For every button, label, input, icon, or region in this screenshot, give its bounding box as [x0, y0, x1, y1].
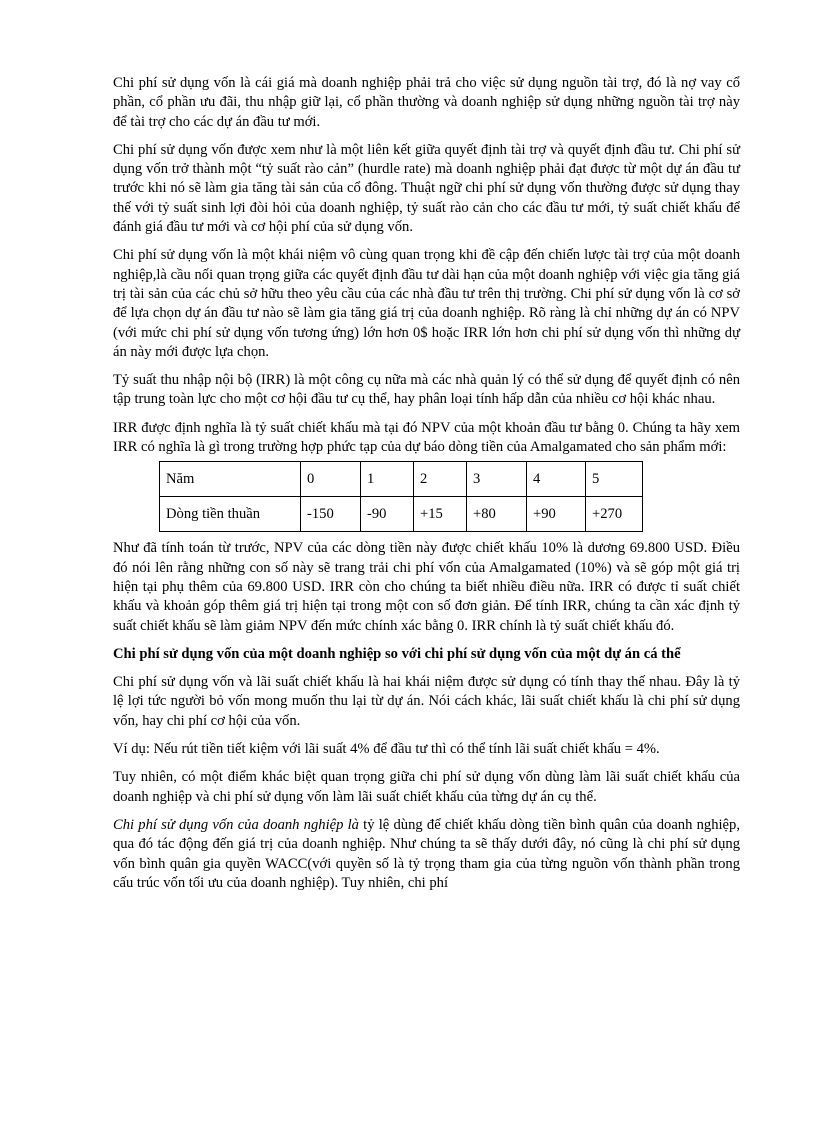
paragraph-10: [113, 816, 740, 893]
cashflow-cell: +90: [527, 497, 586, 532]
year-cell: 1: [361, 462, 414, 497]
table-row: [160, 462, 643, 497]
cashflow-cell: +80: [467, 497, 527, 532]
paragraph-8: Ví dụ: Nếu rút tiền tiết kiệm với lãi suất 4% để đầu tư thì có thể tính lãi suất chiết khấu = 4%.: [113, 741, 660, 758]
paragraph-10-italic-lead: Chi phí sử dụng vốn của doanh nghiệp là: [113, 816, 359, 833]
document-page: [113, 74, 740, 902]
paragraph-4: Tỷ suất thu nhập nội bộ (IRR) là một công cụ nữa mà các nhà quản lý có thể sử dụng để quyết định có nên tập trung toàn lực cho một cơ hội đầu tư cụ thể, hay phân loại tính hấp dẫn của nhiều cơ hội khác nhau.: [113, 372, 740, 408]
year-label-cell: Năm: [160, 462, 301, 497]
cashflow-cell: -90: [361, 497, 414, 532]
cashflow-cell: +270: [586, 497, 643, 532]
paragraph-1: Chi phí sử dụng vốn là cái giá mà doanh nghiệp phải trả cho việc sử dụng nguồn tài trợ, đó là nợ vay cổ phần, cổ phần ưu đãi, thu nhập giữ lại, cổ phần thường và doanh nghiệp sử dụng những nguồn tài trợ này để tài trợ cho các dự án đầu tư mới.: [113, 75, 740, 130]
year-cell: 3: [467, 462, 527, 497]
paragraph-3: Chi phí sử dụng vốn là một khái niệm vô cùng quan trọng khi đề cập đến chiến lược tài trợ của một doanh nghiệp,là cầu nối quan trọng giữa các quyết định đầu tư dài hạn của một doanh nghiệp với việc gia tăng giá trị tài sản của các chủ sở hữu theo yêu cầu của các nhà đầu tư trên thị trường. Chi phí sử dụng vốn là cơ sở để lựa chọn dự án đầu tư nào sẽ làm gia tăng giá trị của doanh nghiệp. Rõ ràng là chỉ những dự án có NPV (với mức chi phí sử dụng vốn tương ứng) lớn hơn 0$ hoặc IRR lớn hơn chi phí sử dụng vốn thì những dự án này mới được lựa chọn.: [113, 247, 740, 360]
cashflow-label-cell: Dòng tiền thuần: [160, 497, 301, 532]
paragraph-10-rest: tỷ lệ dùng để chiết khấu dòng tiền bình quân của doanh nghiệp, qua đó tác động đến giá trị của doanh nghiệp. Như chúng ta sẽ thấy dưới đây, nó cũng là chi phí sử dụng vốn bình quân gia quyền WACC(với quyền số là tỷ trọng tham gia của từng nguồn vốn thành phần trong cấu trúc vốn tối ưu của doanh nghiệp). Tuy nhiên, chi phí: [113, 816, 740, 891]
cashflow-table: [159, 461, 643, 532]
year-cell: 4: [527, 462, 586, 497]
paragraph-6: Như đã tính toán từ trước, NPV của các dòng tiền này được chiết khấu 10% là dương 69.800 USD. Điều đó nói lên rằng những con số này sẽ trang trải chi phí vốn của Amalgamated (10%) và sẽ góp một giá trị hiện tại phụ thêm của 69.800 USD. IRR còn cho chúng ta biết nhiều điều nữa. IRR có được tỉ suất chiết khấu và khoản góp thêm giá trị hiện tại trong một con số đơn giản. Để tính IRR, chúng ta cần xác định tỷ suất chiết khấu sẽ làm giảm NPV đến mức chính xác bằng 0. IRR chính là tỷ suất chiết khấu đó.: [113, 540, 740, 634]
year-cell: 0: [301, 462, 361, 497]
paragraph-5: IRR được định nghĩa là tỷ suất chiết khấu mà tại đó NPV của một khoản đầu tư bằng 0. Chúng ta hãy xem IRR có nghĩa là gì trong trường hợp phức tạp của dự báo dòng tiền của Amalgamated cho sản phẩm mới:: [113, 419, 740, 456]
year-cell: 5: [586, 462, 643, 497]
cashflow-cell: +15: [414, 497, 467, 532]
paragraph-2: Chi phí sử dụng vốn được xem như là một liên kết giữa quyết định tài trợ và quyết định đầu tư. Chi phí sử dụng vốn trở thành một “tỷ suất rào cản” (hurdle rate) mà doanh nghiệp phải đạt được từ một dự án đầu tư trước khi nó sẽ làm gia tăng tài sản của cổ đông. Thuật ngữ chi phí sử dụng vốn thường được sử dụng thay thế với tỷ suất sinh lợi đòi hỏi của doanh nghiệp, tỷ suất rào cản cho các đầu tư mới, tỷ suất chiết khấu để đánh giá đầu tư mới và cơ hội phí của sử dụng vốn.: [113, 141, 740, 236]
table-row: [160, 497, 643, 532]
section-heading: Chi phí sử dụng vốn của một doanh nghiệp so với chi phí sử dụng vốn của một dự án cá thể: [113, 645, 681, 662]
cashflow-cell: -150: [301, 497, 361, 532]
paragraph-7: Chi phí sử dụng vốn và lãi suất chiết khấu là hai khái niệm được sử dụng có tính thay thế nhau. Đây là tỷ lệ lợi tức người bỏ vốn mong muốn thu lại từ dự án. Nói cách khác, lãi suất chiết khấu là chi phí sử dụng vốn, hay chi phí cơ hội của vốn.: [113, 674, 740, 729]
paragraph-9: Tuy nhiên, có một điểm khác biệt quan trọng giữa chi phí sử dụng vốn dùng làm lãi suất chiết khấu của doanh nghiệp và chi phí sử dụng vốn làm lãi suất chiết khấu của từng dự án cụ thể.: [113, 769, 740, 805]
year-cell: 2: [414, 462, 467, 497]
